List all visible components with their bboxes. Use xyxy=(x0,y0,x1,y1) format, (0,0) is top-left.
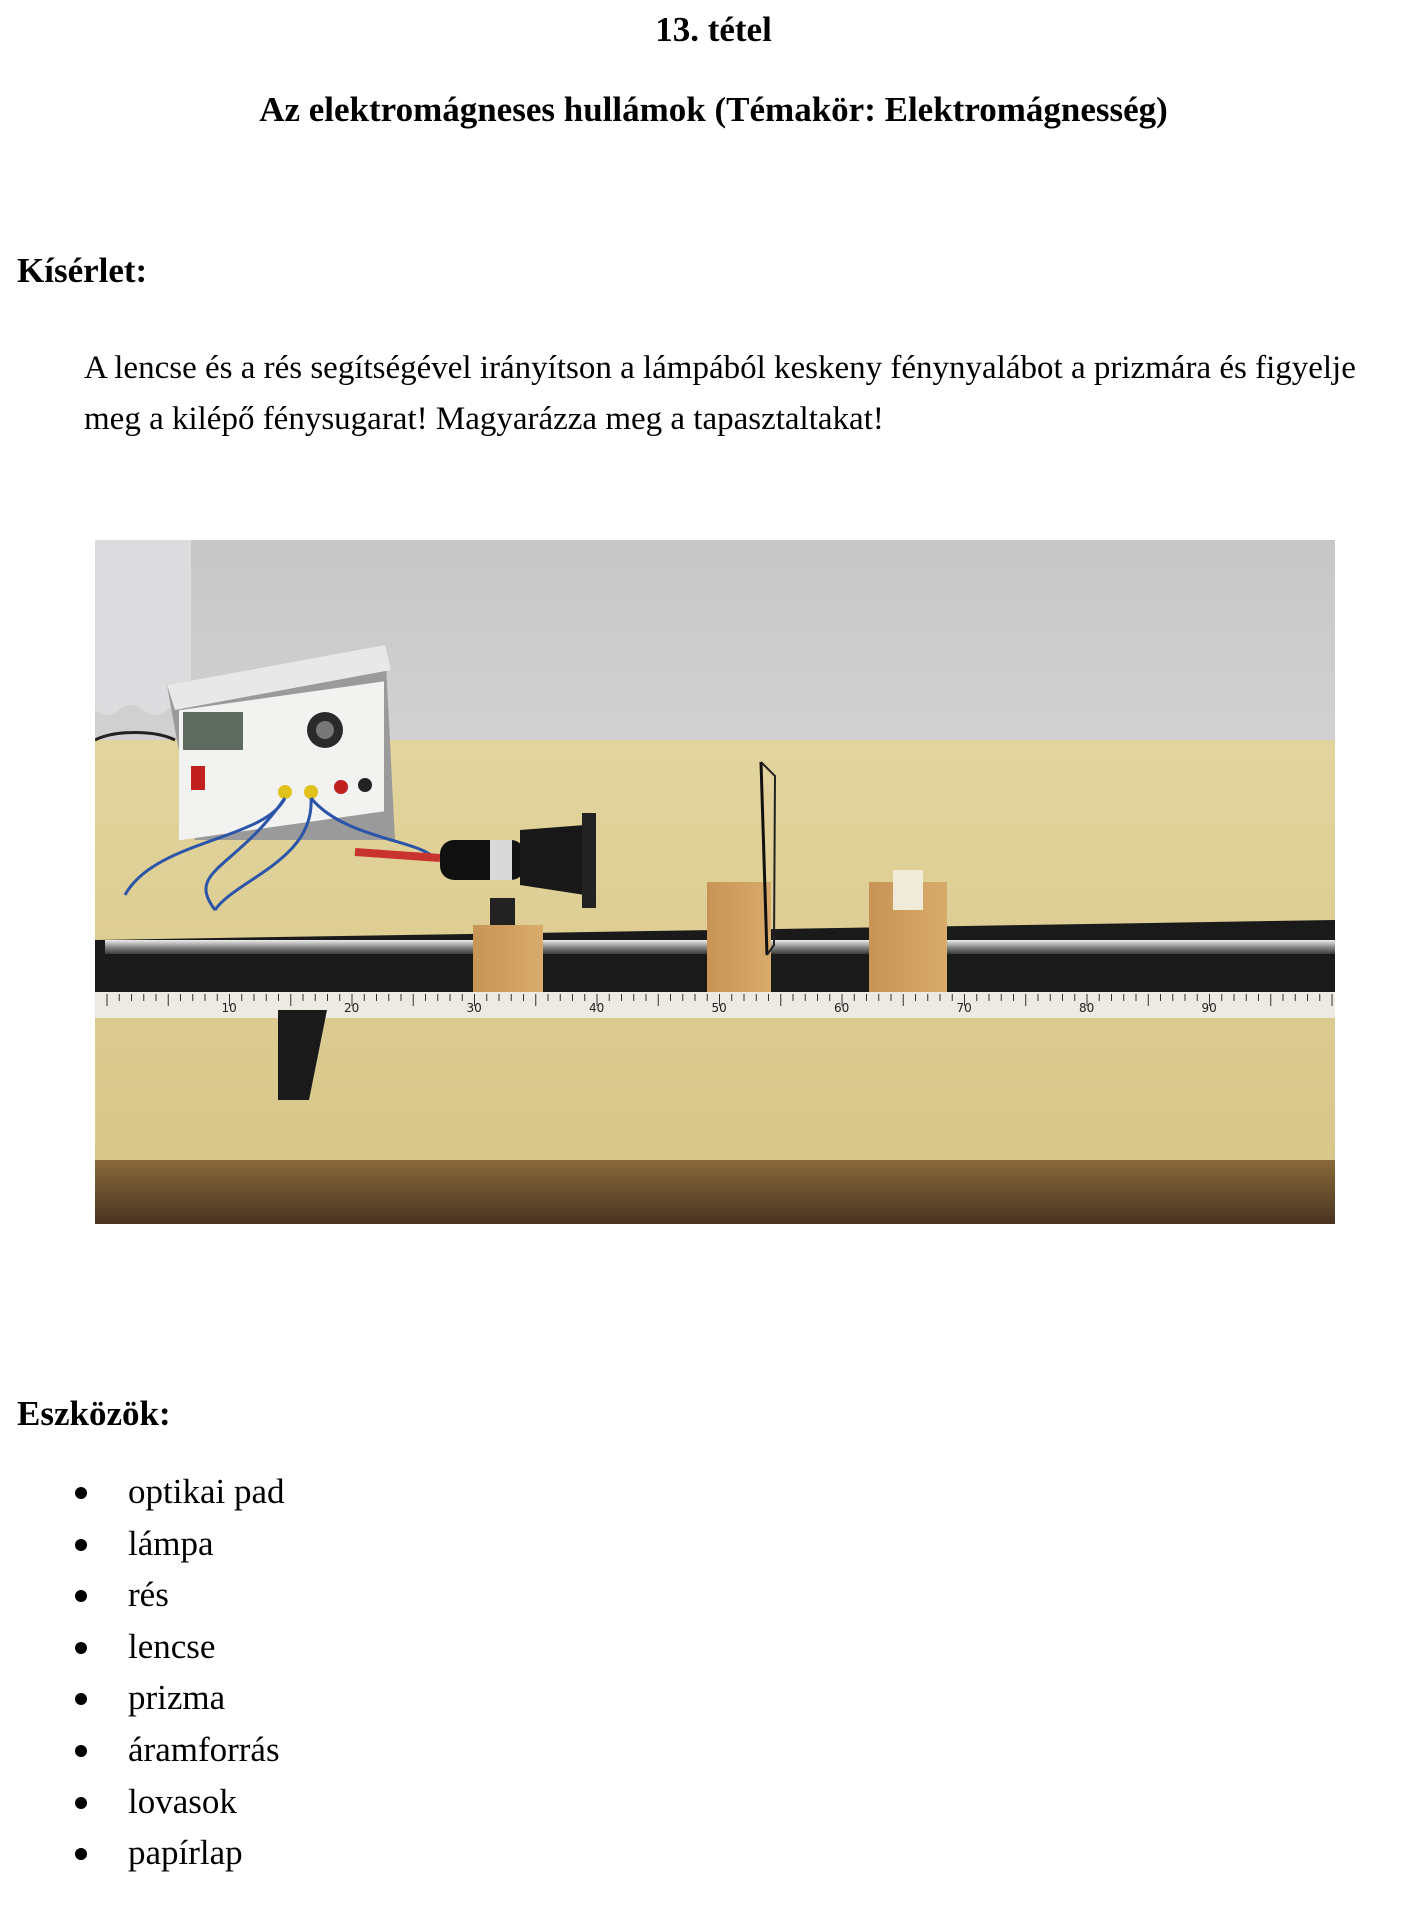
tool-item-label: lencse xyxy=(128,1626,216,1666)
ruler-mark-label: 20 xyxy=(344,1001,360,1015)
document-number-title: 13. tétel xyxy=(655,10,772,49)
ruler-mark-label: 80 xyxy=(1079,1001,1095,1015)
tool-item-label: áramforrás xyxy=(128,1729,280,1769)
tool-item-label: lámpa xyxy=(128,1523,214,1563)
ruler-mark-label: 30 xyxy=(466,1001,482,1015)
bullet-icon xyxy=(75,1539,87,1551)
ruler-mark-label: 40 xyxy=(589,1001,605,1015)
bullet-icon xyxy=(75,1642,87,1654)
ruler-mark-label: 60 xyxy=(834,1001,850,1015)
tools-label: Eszközök: xyxy=(17,1394,171,1433)
experiment-photo xyxy=(95,540,1335,1224)
bullet-icon xyxy=(75,1745,87,1757)
topic-title-rest: (Témakör: Elektromágnesség) xyxy=(705,90,1168,129)
ruler-mark-label: 10 xyxy=(221,1001,237,1015)
bullet-icon xyxy=(75,1848,87,1860)
bullet-icon xyxy=(75,1693,87,1705)
ruler-mark-label: 90 xyxy=(1201,1001,1217,1015)
experiment-label: Kísérlet: xyxy=(17,251,148,290)
experiment-text: A lencse és a rés segítségével irányítson a lámpából keskeny fénynyalábot a prizmára és figyelje meg a kilépő fénysugarat! Magyarázza meg a tapasztaltakat! xyxy=(84,350,1356,437)
bullet-icon xyxy=(75,1797,87,1809)
topic-title-bold: Az elektromágneses hullámok xyxy=(259,90,706,129)
bullet-icon xyxy=(75,1590,87,1602)
tool-item-label: lovasok xyxy=(128,1781,237,1821)
tool-item-label: rés xyxy=(128,1575,169,1615)
ruler-mark-label: 50 xyxy=(711,1001,727,1015)
ruler-mark-label: 70 xyxy=(956,1001,972,1015)
document-topic-title xyxy=(0,88,1427,132)
tool-item-label: optikai pad xyxy=(128,1472,285,1511)
tool-item-label: prizma xyxy=(128,1678,226,1718)
optical-bench-photo xyxy=(95,540,1335,1224)
bullet-icon xyxy=(75,1487,87,1499)
tool-item-label: papírlap xyxy=(128,1833,243,1873)
